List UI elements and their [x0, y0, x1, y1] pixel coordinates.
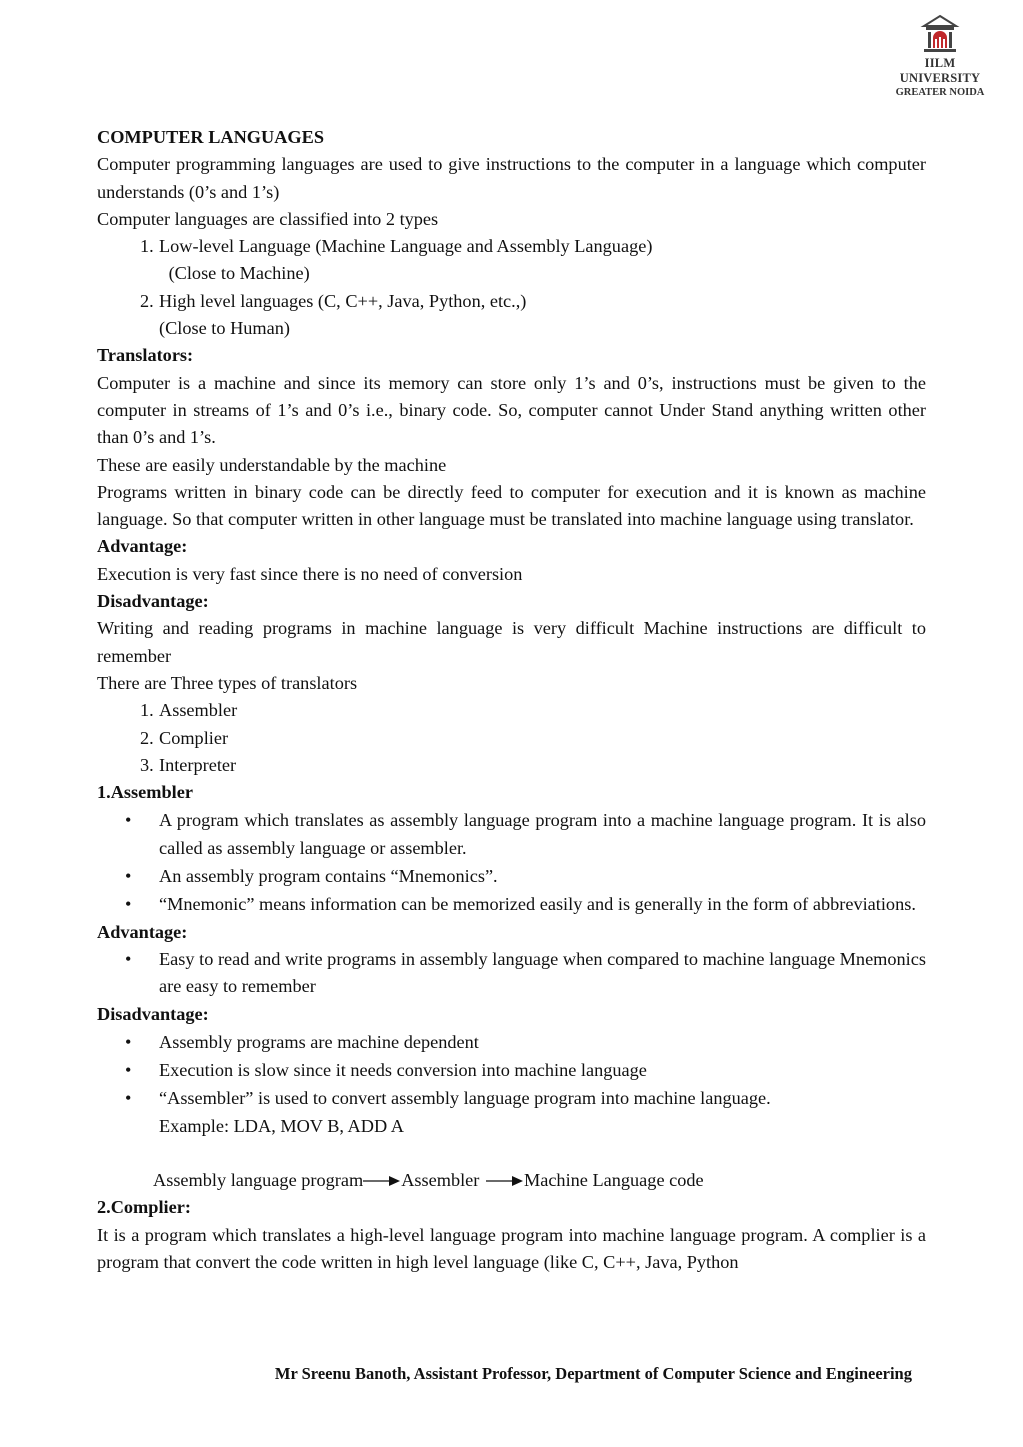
list-item: • Easy to read and write programs in assembly language when compared to machine language Mnemonics are easy to remember — [97, 946, 926, 1001]
assembler-bullets — [97, 807, 926, 918]
arrow-right-icon — [486, 1175, 524, 1187]
page-title: COMPUTER LANGUAGES — [97, 127, 325, 147]
assembler-advantage-bullets — [97, 946, 926, 1001]
footer-author: Mr Sreenu Banoth, Assistant Professor, Department of Computer Science and Engineering — [274, 1364, 912, 1383]
arrow-right-icon — [363, 1175, 401, 1187]
assembler-disadvantage-bullets — [97, 1029, 926, 1113]
list-item: 1. Low-level Language (Machine Language and Assembly Language) — [140, 236, 653, 257]
university-building-icon — [920, 14, 960, 54]
list-item: • A program which translates as assembly language program into a machine language program. It is also called as assembly language or assembler. — [97, 807, 926, 862]
flow-step-output: Machine Language code — [523, 1169, 704, 1190]
list-item: • Assembly programs are machine dependent — [97, 1029, 926, 1056]
list-item: • “Assembler” is used to convert assembly language program into machine language. — [97, 1085, 926, 1112]
logo-university-name: IILM UNIVERSITY — [899, 56, 981, 85]
language-types-list-continued — [97, 288, 926, 315]
university-logo — [886, 14, 994, 98]
list-item-note: (Close to Human) — [159, 318, 290, 339]
classification-line: Computer languages are classified into 2 types — [97, 208, 439, 229]
translators-heading: Translators: — [97, 345, 194, 366]
bullet-icon: • — [125, 810, 132, 831]
flow-step-assembler: Assembler — [401, 1169, 484, 1190]
list-item: 3. Interpreter — [140, 754, 237, 775]
language-types-list — [97, 233, 926, 260]
list-item: • An assembly program contains “Mnemonics”. — [97, 863, 926, 890]
list-item-note: (Close to Machine) — [164, 263, 310, 284]
list-item: • “Mnemonic” means information can be memorized easily and is generally in the form of abbreviations. — [97, 891, 926, 918]
list-item: 2. High level languages (C, C++, Java, Python, etc.,) — [140, 290, 527, 311]
assembler-heading: 1.Assembler — [97, 782, 193, 803]
assembler-disadvantage-heading: Disadvantage: — [97, 1003, 209, 1024]
translators-paragraph: Computer is a machine and since its memory can store only 1’s and 0’s, instructions must be given to the computer in streams of 1’s and 0’s i.e., binary code. So, computer cannot Under Stand anything written other than 0’s and 1’s. — [97, 372, 926, 448]
assembler-flow — [97, 1167, 926, 1194]
bullet-icon: • — [125, 866, 132, 887]
list-item: 2. Complier — [140, 727, 229, 748]
bullet-icon: • — [125, 1088, 132, 1109]
disadvantage-text: Writing and reading programs in machine language is very difficult Machine instructions are difficult to remember — [97, 618, 926, 666]
translator-types-list — [97, 697, 926, 779]
assembler-advantage-heading: Advantage: — [97, 921, 188, 942]
assembler-example: Example: LDA, MOV B, ADD A — [159, 1115, 404, 1136]
translator-types-intro: There are Three types of translators — [97, 672, 358, 693]
advantage-heading: Advantage: — [97, 536, 188, 557]
list-item: • Execution is slow since it needs conversion into machine language — [97, 1057, 926, 1084]
document-body — [97, 124, 926, 1276]
intro-paragraph: Computer programming languages are used to give instructions to the computer in a language which computer understands (0’s and 1’s) — [97, 154, 926, 202]
list-item: 1. Assembler — [140, 700, 238, 721]
bullet-icon: • — [125, 1031, 132, 1052]
bullet-icon: • — [125, 948, 132, 969]
bullet-icon: • — [125, 894, 132, 915]
translators-paragraph: Programs written in binary code can be directly feed to computer for execution and it is known as machine language. So that computer written in other language must be translated into machine language using translator. — [97, 481, 926, 530]
advantage-text: Execution is very fast since there is no need of conversion — [97, 563, 523, 584]
translators-paragraph: These are easily understandable by the machine — [97, 454, 447, 475]
disadvantage-heading: Disadvantage: — [97, 591, 209, 612]
flow-step-source: Assembly language program — [153, 1169, 364, 1190]
complier-heading: 2.Complier: — [97, 1197, 191, 1218]
logo-location: GREATER NOIDA — [895, 87, 985, 98]
complier-paragraph: It is a program which translates a high-level language program into machine language program. A complier is a program that convert the code written in high level language (like C, C++, Java, Python — [97, 1224, 926, 1272]
bullet-icon: • — [125, 1060, 132, 1081]
